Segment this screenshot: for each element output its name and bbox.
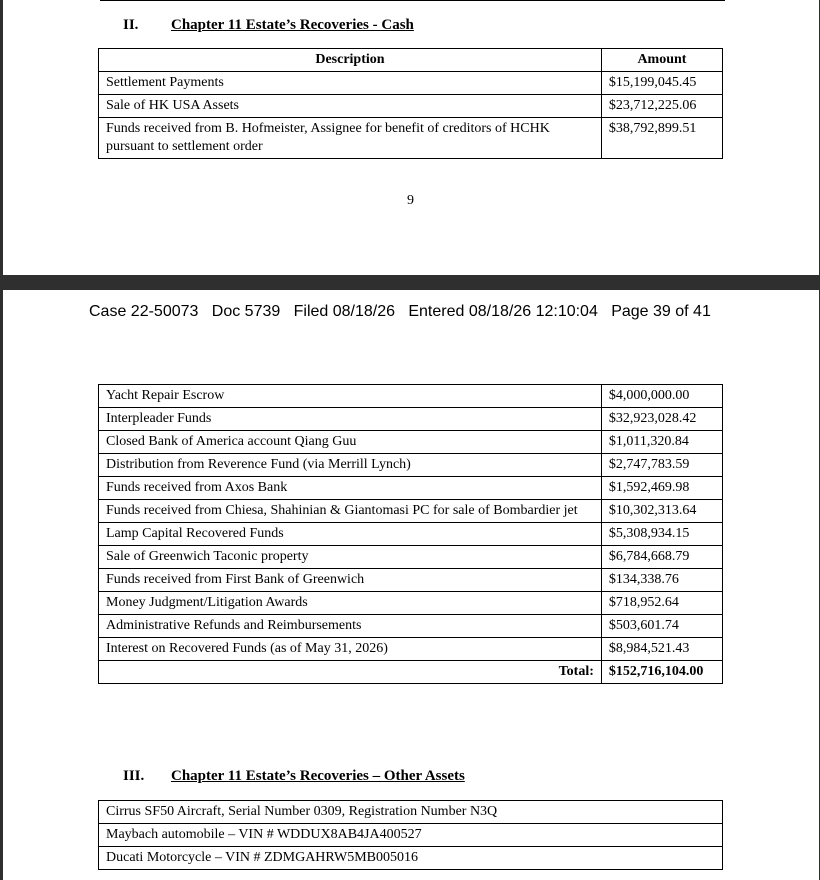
row-amount: $8,984,521.43	[601, 638, 722, 661]
case-number: Case 22-50073	[89, 303, 199, 320]
row-description: Funds received from B. Hofmeister, Assignee for benefit of creditors of HCHK pursuant to settlement order	[99, 118, 602, 159]
table-top-border	[100, 0, 725, 1]
table-row	[99, 431, 723, 454]
row-description: Distribution from Reverence Fund (via Merrill Lynch)	[99, 454, 602, 477]
total-label: Total:	[99, 661, 602, 684]
row-description: Interest on Recovered Funds (as of May 31, 2026)	[99, 638, 602, 661]
table-row	[99, 523, 723, 546]
section-3-title: Chapter 11 Estate’s Recoveries – Other Assets	[171, 768, 465, 784]
table-row	[99, 847, 723, 870]
section-2-number: II.	[123, 17, 139, 33]
entered-date: Entered 08/18/26 12:10:04	[408, 303, 598, 320]
col-description-header: Description	[99, 49, 602, 72]
total-amount: $152,716,104.00	[601, 661, 722, 684]
table-row	[99, 638, 723, 661]
row-amount: $5,308,934.15	[601, 523, 722, 546]
asset-description: Cirrus SF50 Aircraft, Serial Number 0309, Registration Number N3Q	[99, 801, 723, 824]
document-page-previous	[3, 0, 819, 275]
filed-date: Filed 08/18/26	[293, 303, 396, 320]
row-description: Settlement Payments	[99, 72, 602, 95]
row-amount: $1,011,320.84	[601, 431, 722, 454]
table-row	[99, 385, 723, 408]
row-amount: $32,923,028.42	[601, 408, 722, 431]
asset-description: Maybach automobile – VIN # WDDUX8AB4JA400527	[99, 824, 723, 847]
table-header-row	[99, 49, 723, 72]
row-description: Sale of Greenwich Taconic property	[99, 546, 602, 569]
table-row	[99, 569, 723, 592]
row-description: Funds received from Axos Bank	[99, 477, 602, 500]
row-amount: $10,302,313.64	[601, 500, 722, 523]
cash-recoveries-table	[98, 48, 723, 159]
asset-description: Ducati Motorcycle – VIN # ZDMGAHRW5MB005016	[99, 847, 723, 870]
total-row	[99, 661, 723, 684]
row-amount: $23,712,225.06	[601, 95, 722, 118]
table-row	[99, 408, 723, 431]
page-separator	[0, 275, 820, 290]
row-description: Money Judgment/Litigation Awards	[99, 592, 602, 615]
page-count: Page 39 of 41	[611, 303, 711, 320]
row-amount: $38,792,899.51	[601, 118, 722, 159]
table-row	[99, 95, 723, 118]
row-amount: $4,000,000.00	[601, 385, 722, 408]
row-description: Closed Bank of America account Qiang Guu	[99, 431, 602, 454]
row-description: Administrative Refunds and Reimbursements	[99, 615, 602, 638]
row-amount: $134,338.76	[601, 569, 722, 592]
document-page-current	[3, 290, 819, 880]
table-row	[99, 72, 723, 95]
col-amount-header: Amount	[601, 49, 722, 72]
table-row	[99, 615, 723, 638]
row-amount: $6,784,668.79	[601, 546, 722, 569]
table-row	[99, 592, 723, 615]
doc-number: Doc 5739	[211, 303, 281, 320]
row-amount: $718,952.64	[601, 592, 722, 615]
row-description: Funds received from Chiesa, Shahinian & Giantomasi PC for sale of Bombardier jet	[99, 500, 602, 523]
table-row	[99, 454, 723, 477]
row-amount: $1,592,469.98	[601, 477, 722, 500]
section-3-number: III.	[123, 768, 145, 784]
row-description: Interpleader Funds	[99, 408, 602, 431]
section-2-title: Chapter 11 Estate’s Recoveries - Cash	[171, 17, 414, 33]
other-assets-table	[98, 800, 723, 870]
case-header	[89, 303, 711, 321]
page-number: 9	[407, 193, 414, 208]
table-row	[99, 477, 723, 500]
row-amount: $2,747,783.59	[601, 454, 722, 477]
table-row	[99, 824, 723, 847]
row-description: Lamp Capital Recovered Funds	[99, 523, 602, 546]
row-description: Yacht Repair Escrow	[99, 385, 602, 408]
row-amount: $503,601.74	[601, 615, 722, 638]
row-description: Sale of HK USA Assets	[99, 95, 602, 118]
table-row	[99, 801, 723, 824]
table-row	[99, 546, 723, 569]
table-row	[99, 118, 723, 159]
table-row	[99, 500, 723, 523]
row-description: Funds received from First Bank of Greenwich	[99, 569, 602, 592]
cash-recoveries-table-continued	[98, 384, 723, 684]
row-amount: $15,199,045.45	[601, 72, 722, 95]
